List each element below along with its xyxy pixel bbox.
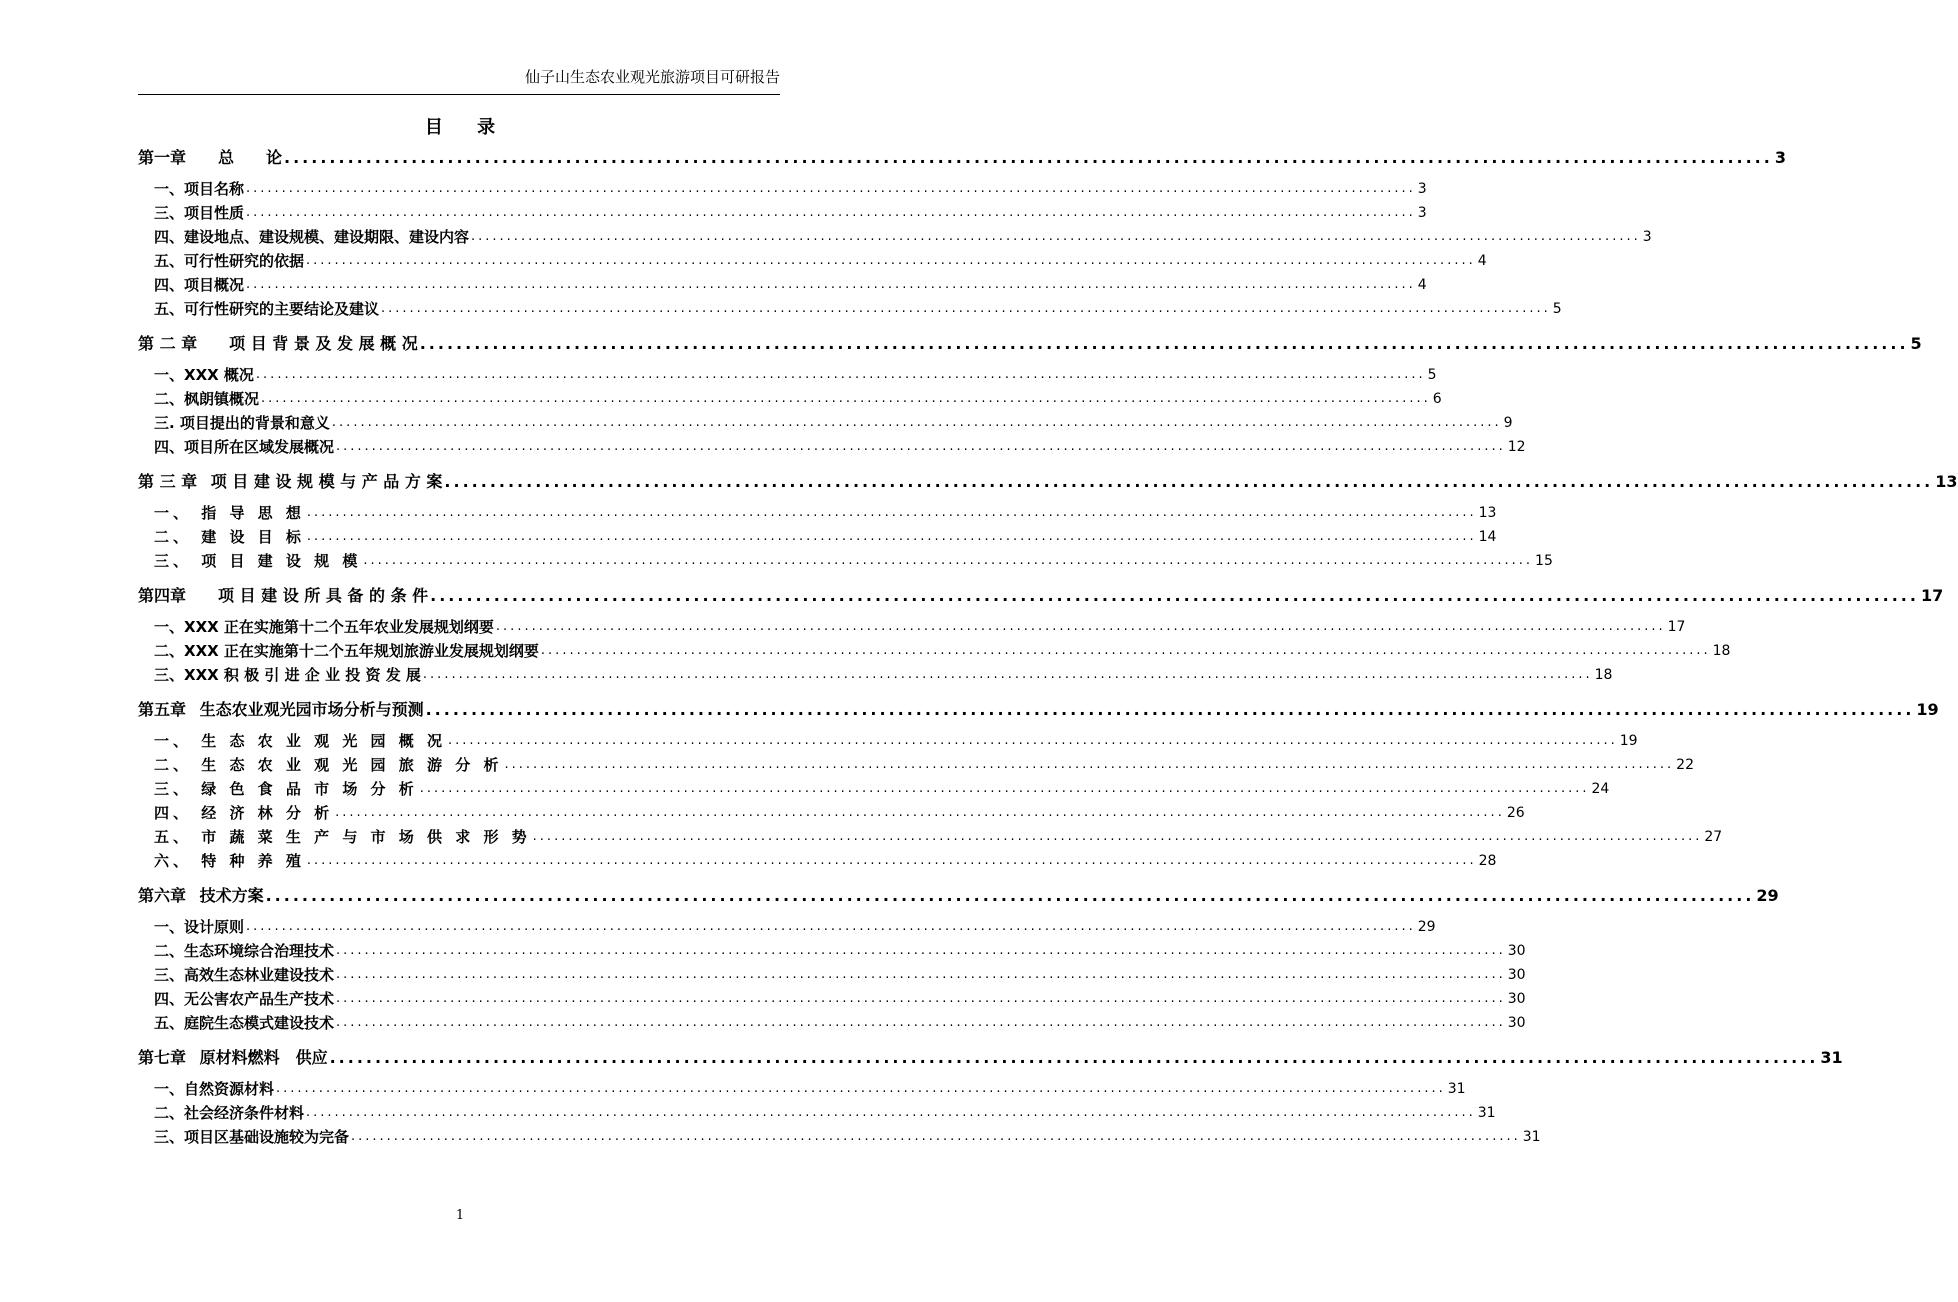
- toc-page-number: 5: [1427, 367, 1437, 383]
- header-rule: [138, 94, 780, 95]
- toc-page-number: 14: [1478, 529, 1497, 545]
- toc-section-entry[interactable]: [138, 850, 1497, 872]
- toc-leader-dots: ....................................................................................................................................................................: [444, 472, 1934, 491]
- toc-page-number: 6: [1432, 391, 1442, 407]
- toc-page-number: 9: [1503, 415, 1513, 431]
- toc-leader-dots: ....................................................................................................................................................................: [381, 301, 1551, 316]
- toc-leader-dots: ....................................................................................................................................................................: [306, 253, 1476, 268]
- toc-section-entry[interactable]: [138, 1078, 1466, 1100]
- toc-leader-dots: ....................................................................................................................................................................: [306, 1105, 1476, 1120]
- toc-entry-label: 二、生态环境综合治理技术: [154, 942, 335, 960]
- toc-section-entry[interactable]: [138, 436, 1526, 458]
- toc-leader-dots: ....................................................................................................................................................................: [495, 619, 1666, 634]
- toc-entry-label: 一、XXX 正在实施第十二个五年农业发展规划纲要: [154, 618, 494, 636]
- toc-entry-label: 一、项目名称: [154, 180, 245, 198]
- toc-entry-label: 三、项目性质: [154, 204, 245, 222]
- toc-section-entry[interactable]: [138, 616, 1686, 638]
- toc-leader-dots: ....................................................................................................................................................................: [246, 181, 1416, 196]
- toc-entry-label: 四、 经 济 林 分 析: [154, 804, 334, 822]
- toc-entry-label: 一、 生 态 农 业 观 光 园 概 况: [154, 732, 447, 750]
- toc-entry-label: 四、项目概况: [154, 276, 245, 294]
- toc-page-number: 15: [1535, 553, 1553, 569]
- toc-leader-dots: ....................................................................................................................................................................: [276, 1081, 1446, 1096]
- toc-entry-label: 二、枫朗镇概况: [154, 390, 260, 408]
- toc-chapter-entry[interactable]: [138, 146, 1786, 170]
- toc-section-entry[interactable]: [138, 502, 1497, 524]
- toc-leader-dots: ....................................................................................................................................................................: [363, 553, 1534, 568]
- toc-entry-label: 第一章 总 论: [138, 148, 283, 167]
- toc-entry-label: 四、无公害农产品生产技术: [154, 990, 335, 1008]
- toc-title-char-1: 目: [424, 117, 443, 138]
- toc-leader-dots: ....................................................................................................................................................................: [336, 943, 1506, 958]
- toc-page-number: 30: [1507, 991, 1526, 1007]
- toc-leader-dots: ....................................................................................................................................................................: [306, 853, 1477, 868]
- toc-section-entry[interactable]: [138, 202, 1427, 224]
- toc-page-number: 31: [1522, 1129, 1541, 1145]
- toc-entry-label: 一、XXX 概况: [154, 366, 254, 384]
- toc-leader-dots: ....................................................................................................................................................................: [284, 148, 1773, 167]
- toc-page-number: 30: [1507, 943, 1526, 959]
- toc-entry-label: 五、庭院生态模式建设技术: [154, 1014, 335, 1032]
- toc-entry-label: 二、社会经济条件材料: [154, 1104, 305, 1122]
- toc-section-entry[interactable]: [138, 826, 1723, 848]
- toc-section-entry[interactable]: [138, 388, 1442, 410]
- toc-leader-dots: ....................................................................................................................................................................: [422, 667, 1593, 682]
- toc-leader-dots: ....................................................................................................................................................................: [261, 391, 1431, 406]
- toc-section-entry[interactable]: [138, 1126, 1541, 1148]
- toc-entry-label: 二、 生 态 农 业 观 光 园 旅 游 分 析: [154, 756, 503, 774]
- toc-section-entry[interactable]: [138, 916, 1436, 938]
- toc-leader-dots: ....................................................................................................................................................................: [532, 829, 1703, 844]
- toc-section-entry[interactable]: [138, 412, 1513, 434]
- toc-section-entry[interactable]: [138, 550, 1553, 572]
- toc-entry-label: 第七章 原材料燃料 供应: [138, 1048, 328, 1067]
- toc-leader-dots: ....................................................................................................................................................................: [471, 229, 1641, 244]
- toc-section-entry[interactable]: [138, 664, 1613, 686]
- toc-page-number: 17: [1667, 619, 1686, 635]
- toc-leader-dots: ....................................................................................................................................................................: [335, 805, 1505, 820]
- toc-page-number: 31: [1447, 1081, 1466, 1097]
- toc-leader-dots: ....................................................................................................................................................................: [265, 886, 1755, 905]
- toc-page-number: 31: [1477, 1105, 1496, 1121]
- toc-page-number: 29: [1417, 919, 1436, 935]
- toc-entry-label: 第四章 项 目 建 设 所 具 备 的 条 件: [138, 586, 429, 605]
- toc-leader-dots: ....................................................................................................................................................................: [419, 781, 1590, 796]
- toc-page-number: 3: [1417, 181, 1427, 197]
- toc-entry-label: 四、建设地点、建设规模、建设期限、建设内容: [154, 228, 470, 246]
- toc-entry-label: 一、设计原则: [154, 918, 245, 936]
- toc-section-entry[interactable]: [138, 964, 1526, 986]
- toc-entry-label: 三、项目区基础设施较为完备: [154, 1128, 350, 1146]
- toc-page-number: 27: [1704, 829, 1723, 845]
- toc-leader-dots: ....................................................................................................................................................................: [331, 415, 1502, 430]
- toc-leader-dots: ....................................................................................................................................................................: [425, 700, 1915, 719]
- toc-chapter-entry[interactable]: [138, 332, 1922, 356]
- toc-leader-dots: ....................................................................................................................................................................: [336, 967, 1506, 982]
- toc-section-entry[interactable]: [138, 802, 1525, 824]
- toc-page-number: 30: [1507, 1015, 1526, 1031]
- toc-page-number: 3: [1417, 205, 1427, 221]
- toc-section-entry[interactable]: [138, 364, 1437, 386]
- toc-chapter-entry[interactable]: [138, 584, 1944, 608]
- toc-page-number: 13: [1935, 472, 1958, 491]
- toc-leader-dots: ....................................................................................................................................................................: [336, 1015, 1506, 1030]
- toc-entry-label: 三、 项 目 建 设 规 模: [154, 552, 362, 570]
- toc-leader-dots: ....................................................................................................................................................................: [329, 1048, 1819, 1067]
- toc-page-number: 12: [1507, 439, 1526, 455]
- toc-leader-dots: ....................................................................................................................................................................: [336, 439, 1506, 454]
- toc-section-entry[interactable]: [138, 940, 1526, 962]
- toc-section-entry[interactable]: [138, 730, 1638, 752]
- toc-entry-label: 六、 特 种 养 殖: [154, 852, 305, 870]
- toc-entry-label: 一、自然资源材料: [154, 1080, 275, 1098]
- toc-entry-label: 三、高效生态林业建设技术: [154, 966, 335, 984]
- toc-entry-label: 第六章 技术方案: [138, 886, 264, 905]
- toc-entry-label: 五、可行性研究的主要结论及建议: [154, 300, 380, 318]
- toc-section-entry[interactable]: [138, 988, 1526, 1010]
- running-header: 仙子山生态农业观光旅游项目可研报告: [524, 68, 780, 86]
- toc-entry-label: 五、 市 蔬 菜 生 产 与 市 场 供 求 形 势: [154, 828, 531, 846]
- toc-page-number: 22: [1676, 757, 1694, 773]
- toc-page-number: 5: [1910, 334, 1922, 353]
- toc-entry-label: 四、项目所在区域发展概况: [154, 438, 335, 456]
- toc-chapter-entry[interactable]: [138, 470, 1958, 494]
- toc-page-number: 30: [1507, 967, 1526, 983]
- toc-section-entry[interactable]: [138, 1012, 1526, 1034]
- toc-page-number: 19: [1916, 700, 1939, 719]
- toc-page-number: 4: [1417, 277, 1427, 293]
- toc-leader-dots: ....................................................................................................................................................................: [255, 367, 1426, 382]
- toc-entry-label: 三、 绿 色 食 品 市 场 分 析: [154, 780, 418, 798]
- toc-page-number: 29: [1756, 886, 1779, 905]
- toc-page-number: 28: [1478, 853, 1497, 869]
- toc-leader-dots: ....................................................................................................................................................................: [336, 991, 1506, 1006]
- toc-leader-dots: ....................................................................................................................................................................: [246, 205, 1416, 220]
- toc-page-number: 3: [1774, 148, 1786, 167]
- toc-page-number: 18: [1594, 667, 1613, 683]
- toc-page-number: 26: [1506, 805, 1525, 821]
- toc-leader-dots: ....................................................................................................................................................................: [430, 586, 1919, 605]
- toc-page-number: 13: [1478, 505, 1497, 521]
- toc-leader-dots: ....................................................................................................................................................................: [540, 643, 1711, 658]
- toc-section-entry[interactable]: [138, 778, 1610, 800]
- toc-section-entry[interactable]: [138, 640, 1731, 662]
- toc-entry-label: 二、XXX 正在实施第十二个五年规划旅游业发展规划纲要: [154, 642, 539, 660]
- toc-section-entry[interactable]: [138, 1102, 1496, 1124]
- toc-title: [0, 113, 920, 139]
- toc-page-number: 24: [1591, 781, 1610, 797]
- toc-page-number: 19: [1619, 733, 1638, 749]
- toc-chapter-entry[interactable]: [138, 1046, 1843, 1070]
- toc-leader-dots: ....................................................................................................................................................................: [351, 1129, 1521, 1144]
- toc-section-entry[interactable]: [138, 226, 1652, 248]
- toc-page-number: 18: [1712, 643, 1731, 659]
- toc-entry-label: 三. 项目提出的背景和意义: [154, 414, 330, 432]
- toc-entry-label: 第 二 章 项 目 背 景 及 发 展 概 况: [138, 334, 418, 353]
- toc-leader-dots: ....................................................................................................................................................................: [504, 757, 1675, 772]
- page-number: 1: [455, 1208, 465, 1223]
- toc-page-number: 4: [1477, 253, 1487, 269]
- toc-leader-dots: ....................................................................................................................................................................: [246, 919, 1416, 934]
- toc-page-number: 3: [1642, 229, 1652, 245]
- toc-leader-dots: ....................................................................................................................................................................: [419, 334, 1909, 353]
- toc-leader-dots: ....................................................................................................................................................................: [246, 277, 1416, 292]
- toc-section-entry[interactable]: [138, 178, 1427, 200]
- toc-section-entry[interactable]: [138, 526, 1497, 548]
- toc-entry-label: 二、 建 设 目 标: [154, 528, 305, 546]
- toc-section-entry[interactable]: [138, 298, 1562, 320]
- toc-leader-dots: ....................................................................................................................................................................: [306, 505, 1477, 520]
- toc-leader-dots: ....................................................................................................................................................................: [306, 529, 1477, 544]
- toc-title-char-2: 录: [477, 117, 496, 138]
- toc-section-entry[interactable]: [138, 754, 1694, 776]
- toc-entry-label: 五、可行性研究的依据: [154, 252, 305, 270]
- toc-section-entry[interactable]: [138, 250, 1487, 272]
- toc-entry-label: 三、XXX 积 极 引 进 企 业 投 资 发 展: [154, 666, 421, 684]
- toc-page-number: 31: [1820, 1048, 1843, 1067]
- toc-section-entry[interactable]: [138, 274, 1427, 296]
- toc-entry-label: 一、 指 导 思 想: [154, 504, 305, 522]
- toc-leader-dots: ....................................................................................................................................................................: [448, 733, 1618, 748]
- toc-page-number: 17: [1920, 586, 1944, 605]
- toc-entry-label: 第 三 章 项 目 建 设 规 模 与 产 品 方 案: [138, 472, 443, 491]
- toc-chapter-entry[interactable]: [138, 698, 1939, 722]
- toc-page-number: 5: [1552, 301, 1562, 317]
- toc-chapter-entry[interactable]: [138, 884, 1779, 908]
- toc-entry-label: 第五章 生态农业观光园市场分析与预测: [138, 700, 424, 719]
